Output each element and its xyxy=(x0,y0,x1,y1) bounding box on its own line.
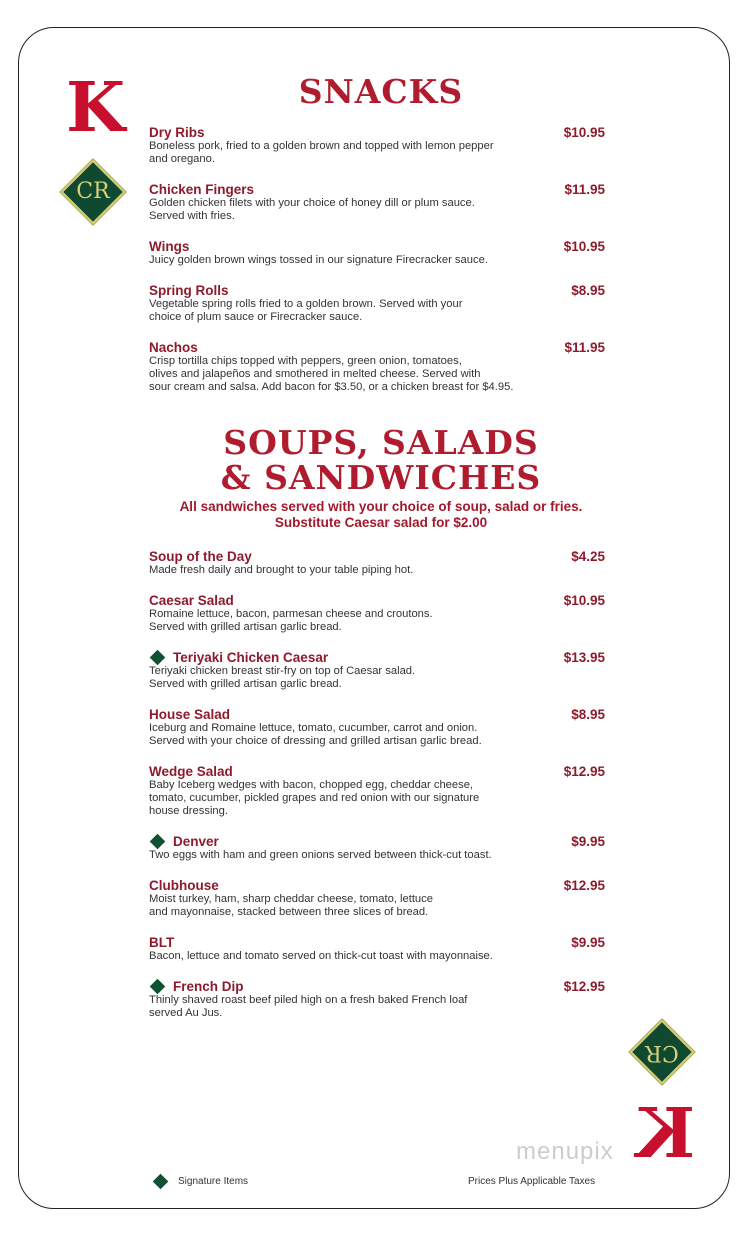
item-description-line: Made fresh daily and brought to your table piping hot. xyxy=(149,564,414,576)
signature-diamond-icon xyxy=(153,1174,169,1190)
signature-legend-label: Signature Items xyxy=(178,1176,249,1187)
item-name: Spring Rolls xyxy=(149,283,229,298)
menu-item xyxy=(149,834,609,862)
soups-list xyxy=(149,549,609,1036)
signature-diamond-icon xyxy=(150,979,166,995)
item-description-line: olives and jalapeños and smothered in melted cheese. Served with xyxy=(149,368,481,380)
soups-heading-line2: & SANDWICHES xyxy=(220,458,542,497)
item-description-line: Served with grilled artisan garlic bread. xyxy=(149,678,342,690)
item-price: $9.95 xyxy=(571,935,605,950)
item-description-line: Teriyaki chicken breast stir-fry on top of Caesar salad. xyxy=(149,665,416,677)
watermark: menupix xyxy=(516,1138,614,1165)
item-name: French Dip xyxy=(173,979,244,994)
item-price: $9.95 xyxy=(571,834,605,849)
soups-subtitle-line2: Substitute Caesar salad for $2.00 xyxy=(274,515,488,530)
item-description-line: Served with grilled artisan garlic bread. xyxy=(149,621,342,633)
item-description-line: Vegetable spring rolls fried to a golden brown. Served with your xyxy=(149,298,463,310)
item-price: $11.95 xyxy=(564,182,605,197)
item-price: $10.95 xyxy=(563,239,605,254)
item-description-line: Thinly shaved roast beef piled high on a fresh baked French loaf xyxy=(149,994,468,1006)
item-name: Chicken Fingers xyxy=(149,182,255,197)
item-name: Clubhouse xyxy=(149,878,219,893)
item-name-row xyxy=(149,935,609,950)
item-price: $10.95 xyxy=(563,593,605,608)
item-name-row xyxy=(149,878,609,893)
item-description-line: house dressing. xyxy=(149,805,228,817)
item-price: $8.95 xyxy=(571,707,605,722)
menu-item xyxy=(149,935,609,963)
item-price: $4.25 xyxy=(571,549,605,564)
item-price: $12.95 xyxy=(563,764,605,779)
item-description-line: Baby Iceberg wedges with bacon, chopped egg, cheddar cheese, xyxy=(149,779,474,791)
k-logo: K xyxy=(66,68,126,148)
item-price: $11.95 xyxy=(564,340,605,355)
menu-item xyxy=(149,340,609,394)
item-name: Dry Ribs xyxy=(149,125,205,140)
item-name-row xyxy=(149,593,609,608)
item-price: $12.95 xyxy=(563,979,605,994)
signature-diamond-icon xyxy=(150,834,166,850)
menu-item xyxy=(149,283,609,324)
item-name-row xyxy=(149,764,609,779)
item-description-line: and oregano. xyxy=(149,153,215,165)
item-price: $13.95 xyxy=(563,650,605,665)
menu-item xyxy=(149,878,609,919)
menu-item xyxy=(149,239,609,267)
item-description-line: choice of plum sauce or Firecracker sauce. xyxy=(149,311,363,323)
item-name-row xyxy=(149,549,609,564)
item-name: House Salad xyxy=(149,707,231,722)
menu-item xyxy=(149,125,609,166)
menu-item xyxy=(149,650,609,691)
menu-item xyxy=(149,979,609,1020)
item-description-line: Crisp tortilla chips topped with peppers, green onion, tomatoes, xyxy=(149,355,462,367)
menu-item xyxy=(149,182,609,223)
item-description-line: Juicy golden brown wings tossed in our signature Firecracker sauce. xyxy=(149,254,488,266)
item-name: Wings xyxy=(149,239,190,254)
menu-item xyxy=(149,549,609,577)
item-name-row xyxy=(149,707,609,722)
tax-note: Prices Plus Applicable Taxes xyxy=(468,1176,596,1187)
k-logo-mirrored: K xyxy=(636,1094,696,1174)
item-price: $8.95 xyxy=(571,283,605,298)
item-name-row xyxy=(149,283,609,298)
menu-item xyxy=(149,764,609,818)
item-name: BLT xyxy=(149,935,175,950)
item-name: Nachos xyxy=(149,340,198,355)
menu-item xyxy=(149,593,609,634)
soups-subtitle-line1: All sandwiches served with your choice of soup, salad or fries. xyxy=(179,499,583,514)
item-price: $12.95 xyxy=(563,878,605,893)
item-description-line: Moist turkey, ham, sharp cheddar cheese, tomato, lettuce xyxy=(149,893,433,905)
item-name-row xyxy=(149,650,609,665)
item-name: Teriyaki Chicken Caesar xyxy=(173,650,329,665)
item-description-line: sour cream and salsa. Add bacon for $3.50, or a chicken breast for $4.95. xyxy=(149,381,514,393)
item-description-line: Served with your choice of dressing and grilled artisan garlic bread. xyxy=(149,735,482,747)
item-description-line: Boneless pork, fried to a golden brown and topped with lemon pepper xyxy=(149,140,494,152)
item-price: $10.95 xyxy=(563,125,605,140)
item-name: Denver xyxy=(173,834,219,849)
item-description-line: Iceburg and Romaine lettuce, tomato, cucumber, carrot and onion. xyxy=(149,722,478,734)
item-name-row xyxy=(149,834,609,849)
item-name-row xyxy=(149,979,609,994)
item-description-line: Bacon, lettuce and tomato served on thick-cut toast with mayonnaise. xyxy=(149,950,493,962)
item-description-line: and mayonnaise, stacked between three slices of bread. xyxy=(149,906,429,918)
item-description-line: Romaine lettuce, bacon, parmesan cheese and croutons. xyxy=(149,608,433,620)
soups-heading-line1: SOUPS, SALADS xyxy=(223,423,539,462)
item-name-row xyxy=(149,182,609,197)
item-name-row xyxy=(149,239,609,254)
item-description-line: Golden chicken filets with your choice of honey dill or plum sauce. xyxy=(149,197,475,209)
monogram-text: CR xyxy=(76,179,110,204)
snacks-heading: SNACKS xyxy=(298,72,464,111)
item-description-line: tomato, cucumber, pickled grapes and red onion with our signature xyxy=(149,792,480,804)
item-name: Soup of the Day xyxy=(149,549,252,564)
item-name: Wedge Salad xyxy=(149,764,233,779)
signature-legend xyxy=(152,1176,248,1187)
monogram-text-bottom: CR xyxy=(645,1040,679,1065)
signature-diamond-icon xyxy=(150,650,166,666)
item-description-line: Two eggs with ham and green onions served between thick-cut toast. xyxy=(149,849,492,861)
item-description-line: served Au Jus. xyxy=(149,1007,223,1019)
menu-item xyxy=(149,707,609,748)
item-name-row xyxy=(149,125,609,140)
item-name-row xyxy=(149,340,609,355)
item-name: Caesar Salad xyxy=(149,593,234,608)
snacks-list xyxy=(149,125,609,410)
item-description-line: Served with fries. xyxy=(149,210,235,222)
